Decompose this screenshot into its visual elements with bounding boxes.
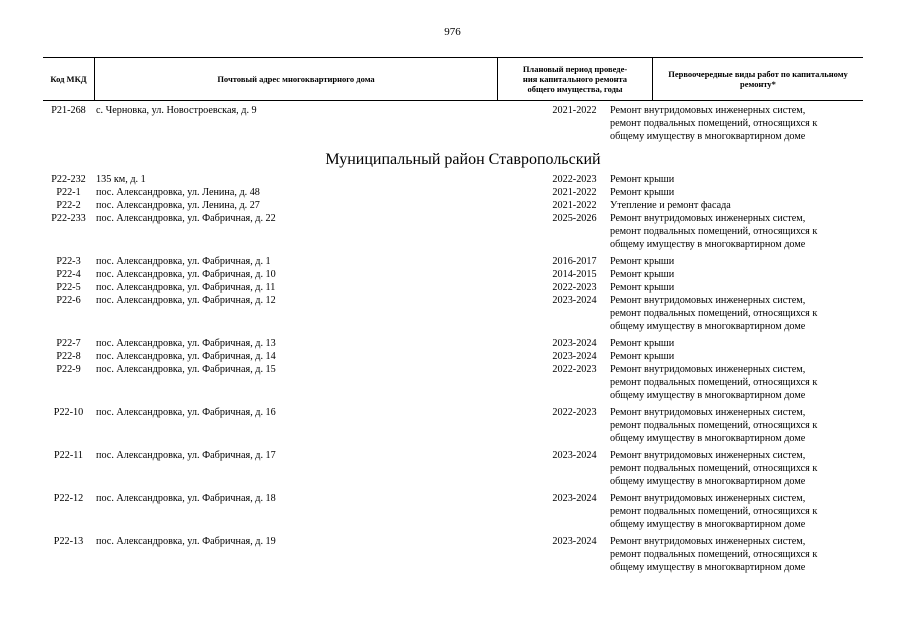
cell-address: 135 км, д. 1	[96, 174, 146, 185]
table-row	[43, 535, 863, 574]
works-line: ремонт подвальных помещений, относящихся к	[610, 506, 818, 517]
works-line: ремонт подвальных помещений, относящихся к	[610, 377, 818, 388]
works-line: общему имуществу в многоквартирном доме	[610, 239, 806, 250]
cell-address: с. Черновка, ул. Новостроевская, д. 9	[96, 105, 257, 116]
cell-code: Р21-268	[51, 105, 86, 116]
cell-code: Р22-232	[51, 174, 86, 185]
cell-address: пос. Александровка, ул. Ленина, д. 48	[96, 187, 260, 198]
cell-code: Р22-9	[56, 364, 81, 375]
cell-code: Р22-10	[53, 407, 84, 418]
table-row	[43, 173, 863, 186]
table-row	[43, 268, 863, 281]
works-line: Ремонт внутридомовых инженерных систем,	[610, 450, 806, 461]
cell-code: Р22-2	[56, 200, 81, 211]
works-line: общему имуществу в многоквартирном доме	[610, 131, 806, 142]
cell-code: Р22-8	[56, 351, 81, 362]
table-row	[43, 255, 863, 268]
cell-period: 2023-2024	[552, 351, 597, 362]
works-line: ремонт подвальных помещений, относящихся к	[610, 308, 818, 319]
page-number: 976	[444, 26, 461, 38]
table-row	[43, 337, 863, 350]
works-line: Ремонт крыши	[610, 351, 675, 362]
section-title: Муниципальный район Ставропольский	[325, 151, 601, 168]
table-row	[43, 449, 863, 488]
table-row	[43, 363, 863, 402]
works-line: общему имуществу в многоквартирном доме	[610, 476, 806, 487]
cell-address: пос. Александровка, ул. Ленина, д. 27	[96, 200, 260, 211]
table-row	[43, 492, 863, 531]
cell-code: Р22-7	[56, 338, 81, 349]
cell-address: пос. Александровка, ул. Фабричная, д. 17	[96, 450, 276, 461]
rows-before	[43, 104, 863, 147]
works-line: Ремонт внутридомовых инженерных систем,	[610, 493, 806, 504]
rows-main	[43, 173, 863, 578]
works-line: Ремонт крыши	[610, 256, 675, 267]
header-address: Почтовый адрес многоквартирного дома	[94, 58, 497, 100]
works-line: общему имуществу в многоквартирном доме	[610, 390, 806, 401]
cell-address: пос. Александровка, ул. Фабричная, д. 11	[96, 282, 276, 293]
cell-period: 2021-2022	[552, 200, 597, 211]
works-line: Ремонт крыши	[610, 282, 675, 293]
cell-period: 2014-2015	[552, 269, 597, 280]
cell-address: пос. Александровка, ул. Фабричная, д. 13	[96, 338, 276, 349]
works-line: Утепление и ремонт фасада	[610, 200, 731, 211]
table-row	[43, 294, 863, 333]
cell-code: Р22-13	[53, 536, 84, 547]
works-line: Ремонт крыши	[610, 338, 675, 349]
works-line: общему имуществу в многоквартирном доме	[610, 433, 806, 444]
cell-period: 2023-2024	[552, 536, 597, 547]
works-line: Ремонт внутридомовых инженерных систем,	[610, 536, 806, 547]
works-line: общему имуществу в многоквартирном доме	[610, 321, 806, 332]
cell-address: пос. Александровка, ул. Фабричная, д. 10	[96, 269, 276, 280]
table-row	[43, 199, 863, 212]
cell-code: Р22-12	[53, 493, 84, 504]
cell-period: 2023-2024	[552, 338, 597, 349]
header-period: Плановый период проведе- ния капитального ремонта общего имущества, годы	[497, 58, 652, 100]
cell-period: 2021-2022	[552, 105, 597, 116]
header-code: Код МКД	[50, 74, 87, 84]
works-line: ремонт подвальных помещений, относящихся к	[610, 118, 818, 129]
cell-period: 2025-2026	[552, 213, 597, 224]
cell-address: пос. Александровка, ул. Фабричная, д. 12	[96, 295, 276, 306]
cell-code: Р22-3	[56, 256, 81, 267]
cell-period: 2022-2023	[552, 364, 597, 375]
cell-period: 2021-2022	[552, 187, 597, 198]
works-line: Ремонт внутридомовых инженерных систем,	[610, 364, 806, 375]
cell-address: пос. Александровка, ул. Фабричная, д. 22	[96, 213, 276, 224]
table-row	[43, 104, 863, 143]
cell-code: Р22-5	[56, 282, 81, 293]
cell-address: пос. Александровка, ул. Фабричная, д. 16	[96, 407, 276, 418]
cell-code: Р22-11	[53, 450, 84, 461]
cell-address: пос. Александровка, ул. Фабричная, д. 19	[96, 536, 276, 547]
cell-period: 2022-2023	[552, 407, 597, 418]
table-row	[43, 186, 863, 199]
cell-code: Р22-6	[56, 295, 81, 306]
cell-address: пос. Александровка, ул. Фабричная, д. 18	[96, 493, 276, 504]
works-line: Ремонт внутридомовых инженерных систем,	[610, 407, 806, 418]
cell-code: Р22-1	[56, 187, 81, 198]
cell-address: пос. Александровка, ул. Фабричная, д. 1	[96, 256, 271, 267]
works-line: ремонт подвальных помещений, относящихся к	[610, 420, 818, 431]
works-line: Ремонт крыши	[610, 269, 675, 280]
cell-period: 2023-2024	[552, 450, 597, 461]
header-works: Первоочередные виды работ по капитальному ремонту*	[652, 58, 863, 100]
works-line: ремонт подвальных помещений, относящихся к	[610, 463, 818, 474]
cell-period: 2023-2024	[552, 493, 597, 504]
cell-period: 2016-2017	[552, 256, 597, 267]
works-line: ремонт подвальных помещений, относящихся к	[610, 226, 818, 237]
works-line: Ремонт внутридомовых инженерных систем,	[610, 105, 806, 116]
works-line: общему имуществу в многоквартирном доме	[610, 519, 806, 530]
cell-code: Р22-233	[51, 213, 86, 224]
cell-period: 2022-2023	[552, 174, 597, 185]
cell-address: пос. Александровка, ул. Фабричная, д. 14	[96, 351, 276, 362]
table-row	[43, 350, 863, 363]
cell-period: 2022-2023	[552, 282, 597, 293]
cell-period: 2023-2024	[552, 295, 597, 306]
repair-plan-table	[43, 57, 863, 578]
table-row	[43, 212, 863, 251]
table-row	[43, 406, 863, 445]
cell-code: Р22-4	[56, 269, 81, 280]
works-line: общему имуществу в многоквартирном доме	[610, 562, 806, 573]
works-line: Ремонт крыши	[610, 174, 675, 185]
works-line: ремонт подвальных помещений, относящихся к	[610, 549, 818, 560]
works-line: Ремонт крыши	[610, 187, 675, 198]
works-line: Ремонт внутридомовых инженерных систем,	[610, 295, 806, 306]
table-row	[43, 281, 863, 294]
table-header	[43, 57, 863, 101]
works-line: Ремонт внутридомовых инженерных систем,	[610, 213, 806, 224]
cell-address: пос. Александровка, ул. Фабричная, д. 15	[96, 364, 276, 375]
